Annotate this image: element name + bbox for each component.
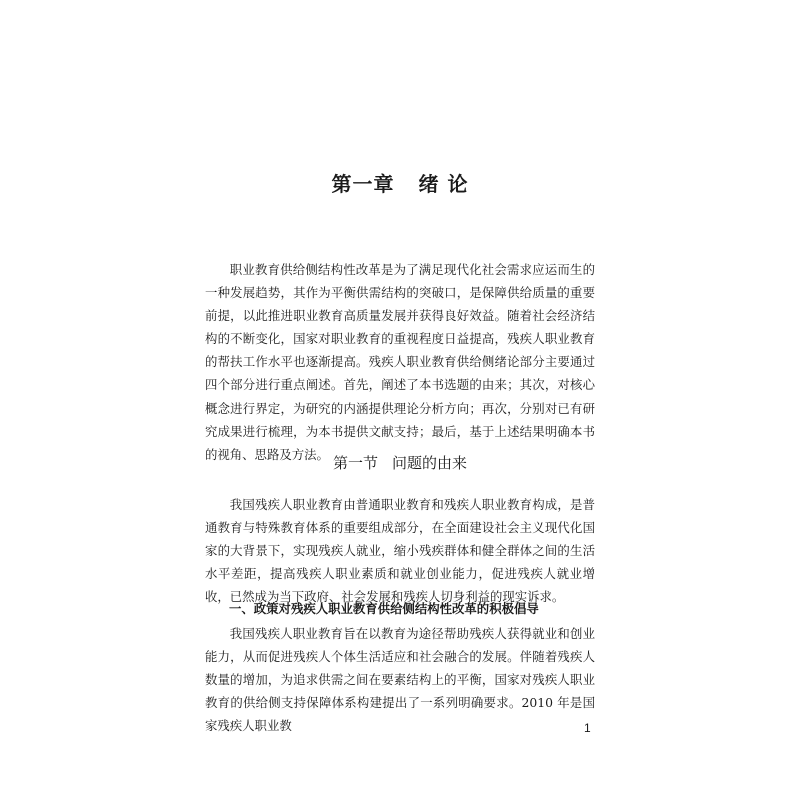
subsection-title: 一、政策对残疾人职业教育供给侧结构性改革的积极倡导	[229, 601, 539, 616]
section-name: 问题的由来	[392, 454, 468, 472]
page-number: 1	[584, 721, 591, 735]
chapter-number: 第一章	[331, 172, 395, 196]
chapter-title	[0, 168, 800, 197]
intro-paragraph: 职业教育供给侧结构性改革是为了满足现代化社会需求应运而生的一种发展趋势，其作为平衡供需结构的突破口，是保障供给质量的重要前提，以此推进职业教育高质量发展并获得良好效益。随着社会经济结构的不断变化，国家对职业教育的重视程度日益提高，残疾人职业教育的帮扶工作水平也逐渐提高。残疾人职业教育供给侧绪论部分主要通过四个部分进行重点阐述。首先，阐述了本书选题的由来；其次，对核心概念进行界定，为研究的内涵提供理论分析方向；再次，分别对已有研究成果进行梳理，为本书提供文献支持；最后，基于上述结果明确本书的视角、思路及方法。	[205, 262, 595, 462]
section-title	[0, 452, 800, 473]
subsection-paragraph: 我国残疾人职业教育旨在以教育为途径帮助残疾人获得就业和创业能力，从而促进残疾人个体生活适应和社会融合的发展。伴随着残疾人数量的增加，为追求供需之间在要素结构上的平衡，国家对残疾人职业教育的供给侧支持保障体系构建提出了一系列明确要求。2010 年是国家残疾人职业教	[205, 626, 595, 734]
chapter-name: 绪 论	[418, 172, 469, 196]
section-paragraph: 我国残疾人职业教育由普通职业教育和残疾人职业教育构成，是普通教育与特殊教育体系的重要组成部分，在全面建设社会主义现代化国家的大背景下，实现残疾人就业，缩小残疾群体和健全群体之间的生活水平差距，提高残疾人职业素质和就业创业能力，促进残疾人就业增收，已然成为当下政府、社会发展和残疾人切身利益的现实诉求。	[205, 497, 595, 605]
section-number: 第一节	[332, 454, 378, 472]
